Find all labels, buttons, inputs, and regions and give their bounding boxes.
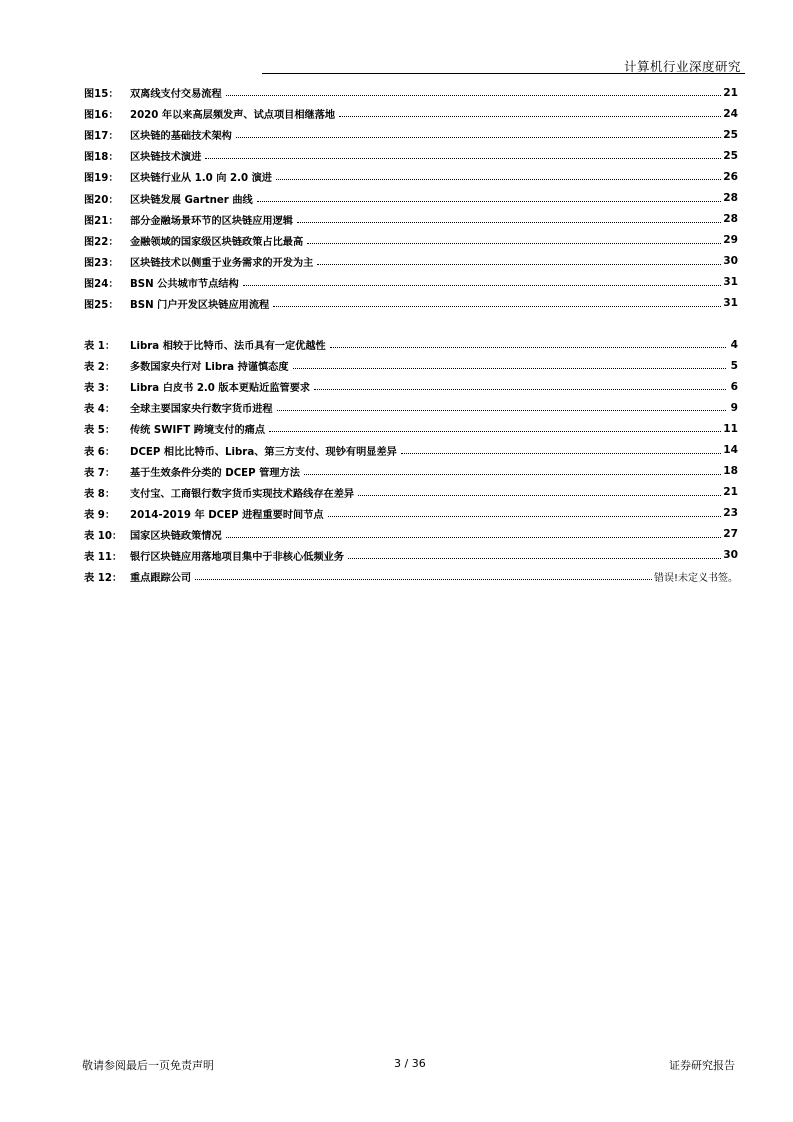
toc-entry-title: 多数国家央行对 Libra 持谨慎态度 xyxy=(130,362,289,374)
toc-entry-label: 表 8： xyxy=(84,488,116,500)
toc-entry-label: 表 9： xyxy=(84,509,116,521)
page-number: 3 / 36 xyxy=(394,1057,426,1070)
figure-toc-entry[interactable] xyxy=(84,230,738,251)
toc-entry-page: 18 xyxy=(723,465,738,478)
toc-entry-page: 14 xyxy=(723,444,738,457)
table-toc-entry[interactable] xyxy=(84,461,738,482)
toc-entry-page: 30 xyxy=(723,255,738,268)
toc-dot-leader xyxy=(257,201,722,202)
toc-dot-leader xyxy=(297,222,721,223)
table-toc-entry[interactable] xyxy=(84,566,738,587)
toc-dot-leader xyxy=(307,243,721,244)
toc-dot-leader xyxy=(348,558,721,559)
toc-entry-title: 传统 SWIFT 跨境支付的痛点 xyxy=(130,425,266,437)
toc-entry-page: 29 xyxy=(723,234,738,247)
table-toc-entry[interactable] xyxy=(84,545,738,566)
toc-entry-page: 27 xyxy=(723,528,738,541)
toc-entry-title: 区块链技术以侧重于业务需求的开发为主 xyxy=(130,257,314,269)
toc-entry-title: 重点跟踪公司 xyxy=(130,573,192,585)
toc-entry-page: 11 xyxy=(723,422,738,435)
figure-toc-entry[interactable] xyxy=(84,187,738,208)
toc-entry-label: 表 12： xyxy=(84,573,123,585)
header-rule xyxy=(262,73,745,74)
toc-dot-leader xyxy=(226,95,722,96)
toc-entry-title: 区块链技术演进 xyxy=(130,152,202,164)
toc-entry-title: Libra 相较于比特币、法币具有一定优越性 xyxy=(130,341,326,353)
toc-entry-page: 25 xyxy=(723,128,738,141)
toc-entry-label: 图21： xyxy=(84,215,119,227)
figure-toc-entry[interactable] xyxy=(84,103,738,124)
toc-entry-title: 区块链发展 Gartner 曲线 xyxy=(130,194,253,206)
toc-entry-title: BSN 公共城市节点结构 xyxy=(130,278,239,290)
figure-toc-entry[interactable] xyxy=(84,251,738,272)
toc-entry-page: 4 xyxy=(730,338,738,351)
toc-entry-page: 21 xyxy=(723,86,738,99)
toc-entry-label: 表 11： xyxy=(84,551,123,563)
table-toc-entry[interactable] xyxy=(84,397,738,418)
toc-entry-title: 区块链的基础技术架构 xyxy=(130,131,232,143)
toc-entry-page: 31 xyxy=(723,297,738,310)
toc-entry-title: DCEP 相比比特币、Libra、第三方支付、现钞有明显差异 xyxy=(130,446,397,458)
toc-entry-title: 全球主要国家央行数字货币进程 xyxy=(130,404,273,416)
table-toc-entry[interactable] xyxy=(84,376,738,397)
toc-entry-label: 表 3： xyxy=(84,383,116,395)
table-toc-entry[interactable] xyxy=(84,503,738,524)
toc-entry-label: 图18： xyxy=(84,152,119,164)
toc-entry-label: 图15： xyxy=(84,89,119,101)
toc-dot-leader xyxy=(330,347,726,348)
toc-entry-label: 表 10： xyxy=(84,530,123,542)
toc-entry-title: 双离线支付交易流程 xyxy=(130,89,222,101)
toc-entry-label: 图20： xyxy=(84,194,119,206)
table-toc-entry[interactable] xyxy=(84,482,738,503)
toc-entry-title: 2020 年以来高层频发声、试点项目相继落地 xyxy=(130,110,336,122)
figure-toc-entry[interactable] xyxy=(84,293,738,314)
toc-entry-page: 错误!未定义书签。 xyxy=(653,573,738,585)
toc-dot-leader xyxy=(276,179,721,180)
toc-entry-title: 区块链行业从 1.0 向 2.0 演进 xyxy=(130,173,272,185)
toc-entry-page: 30 xyxy=(723,549,738,562)
toc-dot-leader xyxy=(314,389,726,390)
toc-entry-label: 图25： xyxy=(84,299,119,311)
toc-dot-leader xyxy=(273,306,721,307)
toc-entry-label: 图17： xyxy=(84,131,119,143)
toc-dot-leader xyxy=(269,431,721,432)
toc-dot-leader xyxy=(277,410,726,411)
toc-dot-leader xyxy=(195,579,652,580)
toc-dot-leader xyxy=(293,368,726,369)
toc-entry-page: 23 xyxy=(723,507,738,520)
toc-entry-page: 26 xyxy=(723,170,738,183)
toc-entry-page: 9 xyxy=(730,401,738,414)
toc-entry-page: 25 xyxy=(723,149,738,162)
toc-dot-leader xyxy=(317,264,721,265)
table-toc-entry[interactable] xyxy=(84,355,738,376)
toc-dot-leader xyxy=(304,474,721,475)
toc-dot-leader xyxy=(243,285,722,286)
figure-toc-entry[interactable] xyxy=(84,124,738,145)
toc-entry-title: 部分金融场景环节的区块链应用逻辑 xyxy=(130,215,293,227)
toc-entry-label: 表 2： xyxy=(84,362,116,374)
toc-entry-title: Libra 白皮书 2.0 版本更贴近监管要求 xyxy=(130,383,311,395)
toc-entry-title: 支付宝、工商银行数字货币实现技术路线存在差异 xyxy=(130,488,355,500)
footer-report-type: 证券研究报告 xyxy=(669,1059,735,1072)
figure-toc-entry[interactable] xyxy=(84,209,738,230)
header-title: 计算机行业深度研究 xyxy=(623,59,741,74)
toc-entry-title: 基于生效条件分类的 DCEP 管理方法 xyxy=(130,467,300,479)
toc-dot-leader xyxy=(401,453,721,454)
toc-dot-leader xyxy=(328,516,722,517)
toc-dot-leader xyxy=(339,116,721,117)
toc-entry-label: 图16： xyxy=(84,110,119,122)
toc-entry-label: 表 7： xyxy=(84,467,116,479)
toc-dot-leader xyxy=(236,137,721,138)
toc-entry-label: 表 1： xyxy=(84,341,116,353)
table-toc-entry[interactable] xyxy=(84,524,738,545)
figure-toc-entry[interactable] xyxy=(84,82,738,103)
toc-entry-label: 图22： xyxy=(84,236,119,248)
toc-entry-title: 2014-2019 年 DCEP 进程重要时间节点 xyxy=(130,509,324,521)
table-toc-entry[interactable] xyxy=(84,334,738,355)
toc-entry-label: 表 5： xyxy=(84,425,116,437)
toc-entry-label: 图24： xyxy=(84,278,119,290)
figure-toc-entry[interactable] xyxy=(84,145,738,166)
toc-entry-label: 图23： xyxy=(84,257,119,269)
toc-entry-title: 银行区块链应用落地项目集中于非核心低频业务 xyxy=(130,551,344,563)
toc-entry-page: 21 xyxy=(723,486,738,499)
toc-entry-title: BSN 门户开发区块链应用流程 xyxy=(130,299,270,311)
toc-entry-page: 28 xyxy=(723,192,738,205)
figures-toc xyxy=(84,82,738,314)
toc-entry-page: 6 xyxy=(730,380,738,393)
toc-entry-label: 图19： xyxy=(84,173,119,185)
toc-dot-leader xyxy=(358,495,721,496)
toc-entry-title: 金融领域的国家级区块链政策占比最高 xyxy=(130,236,304,248)
table-toc-entry[interactable] xyxy=(84,439,738,460)
figure-toc-entry[interactable] xyxy=(84,166,738,187)
toc-dot-leader xyxy=(226,537,722,538)
toc-entry-page: 28 xyxy=(723,213,738,226)
toc-entry-label: 表 6： xyxy=(84,446,116,458)
toc-entry-label: 表 4： xyxy=(84,404,116,416)
toc-entry-page: 24 xyxy=(723,107,738,120)
table-toc-entry[interactable] xyxy=(84,418,738,439)
toc-entry-title: 国家区块链政策情况 xyxy=(130,530,222,542)
footer-disclaimer[interactable]: 敬请参阅最后一页免责声明 xyxy=(82,1059,214,1072)
toc-dot-leader xyxy=(205,158,721,159)
toc-entry-page: 5 xyxy=(730,359,738,372)
tables-toc xyxy=(84,334,738,587)
toc-entry-page: 31 xyxy=(723,276,738,289)
figure-toc-entry[interactable] xyxy=(84,272,738,293)
